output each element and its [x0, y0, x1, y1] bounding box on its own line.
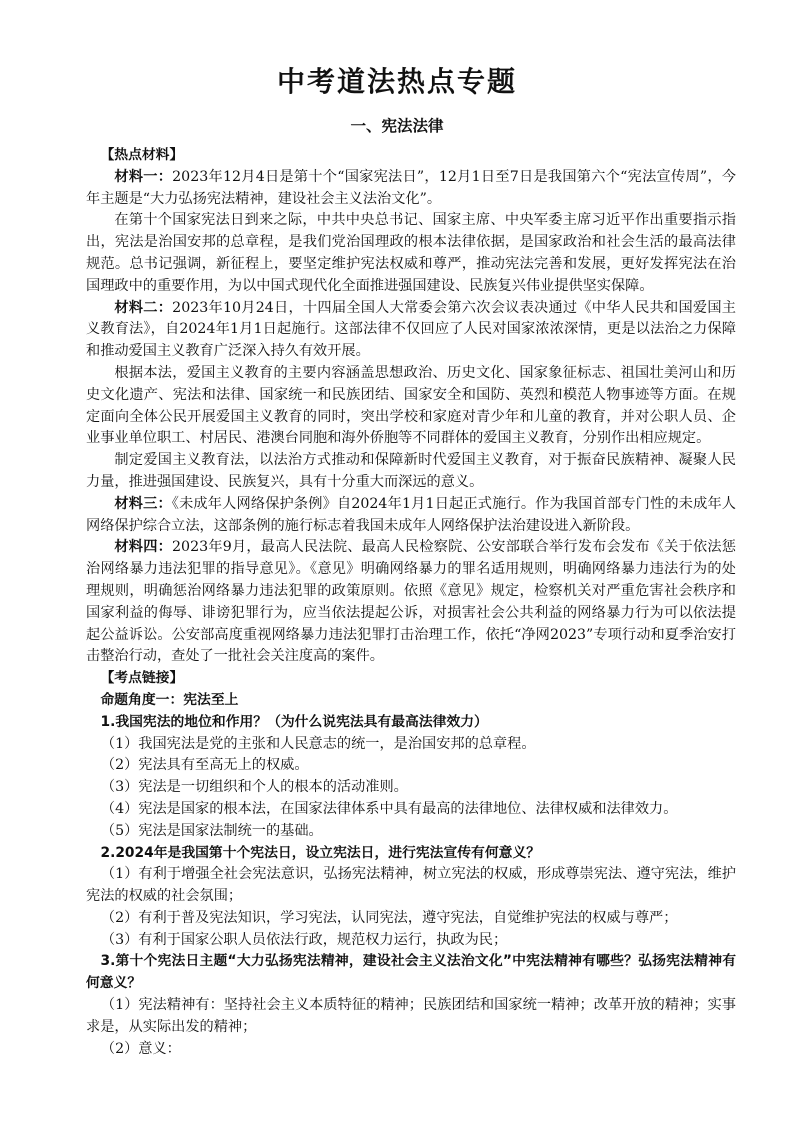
material-two-text: 2023年10月24日，十四届全国人大常委会第六次会议表决通过《中华人民共和国爱国主义教育法》，自2024年1月1日起施行。这部法律不仅回应了人民对国家浓浓深情，更是以法治之力保障和推动爱国主义教育广泛深入持久有效开展。	[86, 299, 736, 360]
material-four-text: 2023年9月，最高人民法院、最高人民检察院、公安部联合举行发布会发布《关于依法惩治网络暴力违法犯罪的指导意见》。《意见》明确网络暴力的罪名适用规则，明确网络暴力违法行为的处理规则，明确惩治网络暴力违法犯罪的政策原则。依照《意见》规定，检察机关对严重危害社会秩序和国家利益的侮辱、诽谤犯罪行为，应当依法提起公诉，对损害社会公共利益的网络暴力行为可以依法提起公益诉讼。公安部高度重视网络暴力违法犯罪打击治理工作，依托“净网2023”专项行动和夏季治安打击整治行动，查处了一批社会关注度高的案件。	[86, 539, 736, 665]
material-three-text: 《未成年人网络保护条例》自2024年1月1日起正式施行。作为我国首部专门性的未成年人网络保护综合立法，这部条例的施行标志着我国未成年人网络保护法治建设进入新阶段。	[86, 495, 736, 534]
document-body	[86, 145, 736, 1060]
material-four-paragraph	[86, 537, 736, 668]
question-1-item: （5）宪法是国家法制统一的基础。	[100, 822, 323, 839]
question-2-item: （3）有利于国家公职人员依法行政，规范权力运行，执政为民；	[100, 931, 508, 948]
question-3-item: （1）宪法精神有：坚持社会主义本质特征的精神；民族团结和国家统一精神；改革开放的精神；实事求是，从实际出发的精神；	[86, 997, 736, 1035]
material-one-label: 材料一：	[114, 168, 173, 185]
material-one-text: 2023年12月4日是第十个“国家宪法日”，12月1日至7日是我国第六个“宪法宣传周”，今年主题是“大力弘扬宪法精神，建设社会主义法治文化”。	[86, 168, 736, 207]
question-1-item: （3）宪法是一切组织和个人的根本的活动准则。	[100, 779, 408, 796]
question-3-item: （2）意义：	[100, 1040, 181, 1057]
section-subtitle: 一、宪法法律	[350, 117, 444, 135]
question-3: 3.第十个宪法日主题“大力弘扬宪法精神，建设社会主义法治文化”中宪法精神有哪些？弘扬宪法精神有何意义？	[86, 953, 736, 992]
material-one-paragraph-2: 在第十个国家宪法日到来之际，中共中央总书记、国家主席、中央军委主席习近平作出重要指示指出，宪法是治国安邦的总章程，是我们党治国理政的根本法律依据，是国家政治和社会生活的最高法律规范。总书记强调，新征程上，要坚定维护宪法权威和尊严，推动宪法完善和发展，更好发挥宪法在治国理政中的重要作用，为以中国式现代化全面推进强国建设、民族复兴伟业提供坚实保障。	[86, 212, 736, 294]
question-1: 1.我国宪法的地位和作用？（为什么说宪法具有最高法律效力）	[100, 713, 488, 730]
hot-materials-header: 【热点材料】	[100, 147, 184, 163]
question-2: 2.2024年是我国第十个宪法日，设立宪法日，进行宪法宣传有何意义？	[100, 844, 541, 861]
material-two-paragraph-2: 根据本法，爱国主义教育的主要内容涵盖思想政治、历史文化、国家象征标志、祖国壮美河山和历史文化遗产、宪法和法律、国家统一和民族团结、国家安全和国防、英烈和模范人物事迹等方面。在规定面向全体公民开展爱国主义教育的同时，突出学校和家庭对青少年和儿童的教育，并对公职人员、企业事业单位职工、村居民、港澳台同胞和海外侨胞等不同群体的爱国主义教育，分别作出相应规定。	[86, 364, 736, 447]
material-three-label: 材料三：	[114, 495, 172, 512]
question-1-item: （1）我国宪法是党的主张和人民意志的统一，是治国安邦的总章程。	[100, 735, 536, 752]
material-one-paragraph	[86, 167, 736, 211]
proposition-angle-heading: 命题角度一：宪法至上	[100, 691, 239, 708]
question-2-item: （2）有利于普及宪法知识，学习宪法，认同宪法，遵守宪法，自觉维护宪法的权威与尊严；	[100, 909, 678, 926]
material-four-label: 材料四：	[114, 539, 173, 556]
question-1-item: （2）宪法具有至高无上的权威。	[100, 757, 309, 774]
question-1-item: （4）宪法是国家的根本法，在国家法律体系中具有最高的法律地位、法律权威和法律效力。	[100, 800, 678, 817]
exam-links-header: 【考点链接】	[100, 670, 184, 687]
material-two-label: 材料二：	[114, 299, 173, 316]
page-title: 中考道法热点专题	[276, 65, 517, 98]
material-two-paragraph	[86, 298, 736, 363]
material-three-paragraph	[86, 494, 736, 538]
material-two-paragraph-3: 制定爱国主义教育法，以法治方式推动和保障新时代爱国主义教育，对于振奋民族精神、凝聚人民力量，推进强国建设、民族复兴，具有十分重大而深远的意义。	[86, 452, 736, 490]
question-2-item: （1）有利于增强全社会宪法意识，弘扬宪法精神，树立宪法的权威，形成尊崇宪法、遵守宪法，维护宪法的权威的社会氛围；	[86, 866, 736, 905]
